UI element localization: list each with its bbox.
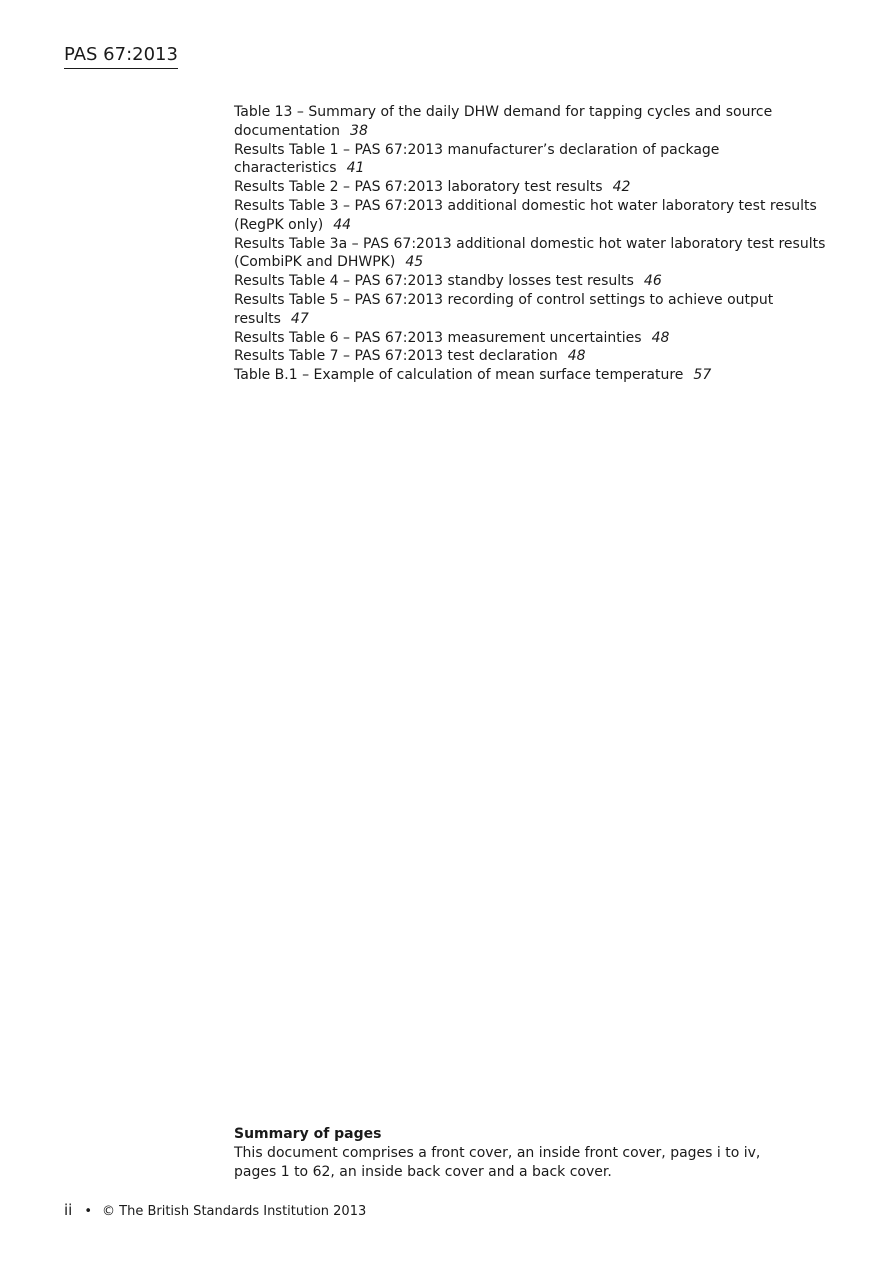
list-of-tables bbox=[234, 103, 834, 385]
page-footer bbox=[64, 1201, 366, 1221]
toc-entry-page: 46 bbox=[643, 273, 662, 290]
bullet-separator: • bbox=[84, 1204, 93, 1219]
toc-entry-page: 38 bbox=[350, 122, 368, 139]
toc-entry-page: 41 bbox=[346, 160, 365, 177]
toc-entry-page: 48 bbox=[567, 348, 586, 365]
toc-entry[interactable] bbox=[234, 197, 834, 235]
toc-entry[interactable] bbox=[234, 103, 834, 141]
toc-entry-text: Results Table 3a – PAS 67:2013 additional domestic hot water laboratory test results (CombiPK and DHWPK) bbox=[234, 235, 826, 271]
toc-entry-page: 48 bbox=[651, 329, 670, 346]
toc-entry-page: 42 bbox=[612, 179, 631, 196]
toc-entry-text: Results Table 1 – PAS 67:2013 manufacturer’s declaration of package characteristics bbox=[234, 141, 720, 177]
toc-entry-text: Results Table 6 – PAS 67:2013 measurement uncertainties bbox=[234, 329, 642, 346]
toc-entry-page: 57 bbox=[693, 367, 712, 384]
toc-entry-text: Results Table 2 – PAS 67:2013 laboratory test results bbox=[234, 179, 603, 196]
toc-entry-page: 44 bbox=[333, 216, 352, 233]
toc-entry[interactable] bbox=[234, 235, 834, 273]
summary-of-pages bbox=[234, 1125, 794, 1181]
page-number: ii bbox=[64, 1201, 73, 1219]
summary-title: Summary of pages bbox=[234, 1126, 382, 1142]
toc-entry-text: Results Table 5 – PAS 67:2013 recording of control settings to achieve output results bbox=[234, 291, 774, 327]
toc-entry[interactable] bbox=[234, 178, 834, 197]
toc-entry-text: Results Table 3 – PAS 67:2013 additional domestic hot water laboratory test results (RegPK only) bbox=[234, 197, 817, 233]
toc-entry-text: Results Table 4 – PAS 67:2013 standby losses test results bbox=[234, 273, 634, 290]
toc-entry-page: 45 bbox=[405, 254, 424, 271]
toc-entry-page: 47 bbox=[290, 310, 309, 327]
toc-entry[interactable] bbox=[234, 347, 834, 366]
toc-entry[interactable] bbox=[234, 272, 834, 291]
copyright-notice: © The British Standards Institution 2013 bbox=[102, 1204, 367, 1219]
toc-entry[interactable] bbox=[234, 291, 834, 329]
summary-body: This document comprises a front cover, an inside front cover, pages i to iv, pages 1 to 62, an inside back cover and a back cover. bbox=[234, 1144, 761, 1180]
toc-entry[interactable] bbox=[234, 329, 834, 348]
toc-entry-text: Results Table 7 – PAS 67:2013 test declaration bbox=[234, 348, 558, 365]
running-header bbox=[64, 44, 178, 69]
toc-entry-text: Table B.1 – Example of calculation of mean surface temperature bbox=[234, 367, 684, 384]
toc-entry[interactable] bbox=[234, 366, 834, 385]
document-title: PAS 67:2013 bbox=[64, 44, 178, 65]
toc-entry[interactable] bbox=[234, 141, 834, 179]
toc-entry-text: Table 13 – Summary of the daily DHW demand for tapping cycles and source documentation bbox=[234, 104, 773, 139]
